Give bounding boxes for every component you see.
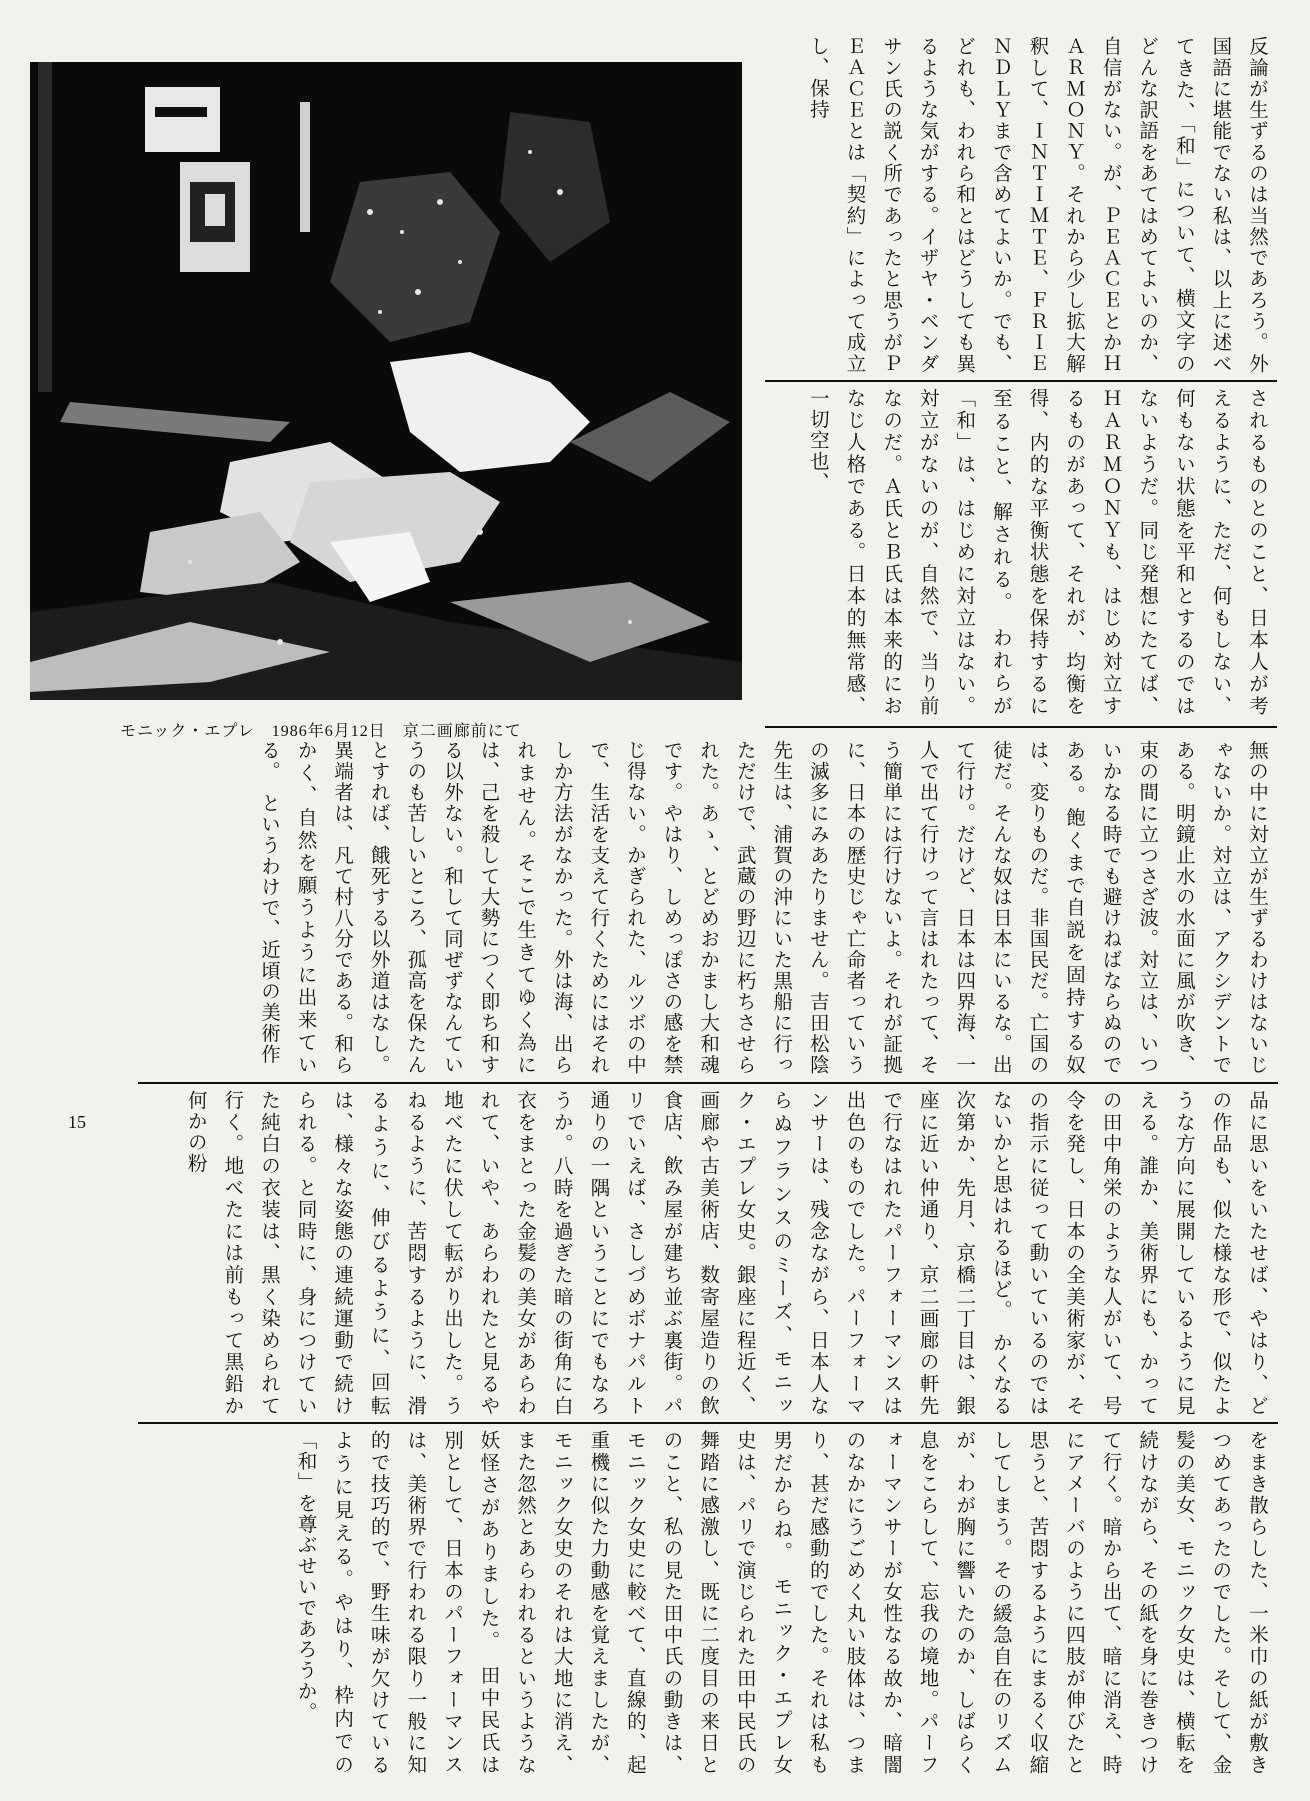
section-divider (138, 1422, 1278, 1424)
page-number: 15 (68, 1112, 86, 1132)
photo-caption: モニック・エプレ 1986年6月12日 京二画廊前にて (120, 723, 522, 740)
performance-photo (30, 62, 742, 700)
text-section-a2: されるものとのこと、日本人が考えるように、ただ、何もしない、何もない状態を平和とするのではないようだ。同じ発想にたてば、ＨＡＲＭＯＮＹも、はじめ対立するものがあって、それが、均衡を得、内的な平衡状態を保持するに至ること、解される。 われらが「和」は、はじめに対立はない。対立がないのが、自然で、当り前なのだ。Ａ氏とＢ氏は本来的におなじ人格である。日本的無常感、一切空也、 (806, 388, 1269, 716)
text-section-c: 品に思いをいたせば、やはり、どの作品も、似た様な形で、似たような方向に展開しているように見える。誰か、美術界にも、かっての田中角栄のような人がいて、号令を発し、日本の全美術家が、その指示に従って動いているのではないかと思はれるほど。 かくなる次第か、先月、京橋二丁目は、銀座に近い仲通り、京二画廊の軒先で行なはれたパーフォーマンスは出色のものでした。パーフォーマンサーは、残念ながら、日本人ならぬフランスのミーズ、モニック・エプレ女史。銀座に程近く、画廊や古美術店、数寄屋造りの飲食店、飲み屋が建ち並ぶ裏街。パリでいえば、さしづめボナパルト通りの一隅ということにでもなろうか。八時を過ぎた暗の街角に白衣をまとった金髪の美女があらわれて、いや、あらわれたと見るや地べたに伏して転がり出した。うねるように、苦悶するように、滑るように、伸びるように、回転は、様々な姿態の連続運動で続けられる。と同時に、身につけていた純白の衣装は、黒く染められて行く。地べたには前もって黒鉛か何かの粉 (184, 1090, 1269, 1416)
section-divider (138, 1082, 1278, 1084)
section-divider (765, 726, 1277, 728)
photo-image (30, 62, 742, 700)
text-section-a1: 反論が生ずるのは当然であろう。外国語に堪能でない私は、以上に述べてきた、「和」について、横文字のどんな訳語をあてはめてよいのか、自信がない。が、ＰＥＡＣＥとかＨＡＲＭＯＮＹ。それから少し拡大解釈して、ＩＮＴＩＭＴＥ、ＦＲＩＥＮＤＬＹまで含めてよいか。でも、どれも、われら和とはどうしても異るような気がする。イザヤ・ベンダサン氏の説く所であったと思うがＰＥＡＣＥとは「契約」によって成立し、保持 (806, 36, 1269, 374)
section-divider (765, 380, 1277, 382)
text-section-b: 無の中に対立が生ずるわけはないじゃないか。対立は、アクシデントである。明鏡止水の水面に風が吹き、束の間に立つさざ波。対立は、いついかなる時でも避けねばならぬのである。飽くまで自説を固持する奴は、変りものだ。非国民だ。亡国の徒だ。そんな奴は日本にいるな。出て行け。だけど、日本は四界海、一人で出て行けって言はれたって、そう簡単には行けないよ。それが証拠に、日本の歴史じゃ亡命者っていうの滅多にみあたりません。吉田松陰先生は、浦賀の沖にいた黒船に行っただけで、武蔵の野辺に朽ちさせられた。あゝ、とどめおかまし大和魂です。やはり、しめっぽさの感を禁じ得ない。かぎられた、ルツボの中で、生活を支えて行くためにはそれしか方法がなかった。外は海、出られません。そこで生きてゆく為には、己を殺して大勢につく即ち和する以外ない。和して同ぜずなんていうのも苦しいところ、孤高を保たんとすれば、餓死する以外道はなし。異端者は、凡て村八分である。和らかく、自然を願うように出来ている。 というわけで、近頃の美術作 (257, 740, 1269, 1075)
text-section-d: をまき散らした、一米巾の紙が敷きつめてあったのでした。そして、金髪の美女、モニック女史は、横転を続けながら、その紙を身に巻きつけて行く。暗から出て、暗に消え、時にアメーバのように四肢が伸びたと思うと、苦悶するようにまるく収縮してしまう。その緩急自在のリズムが、わが胸に響いたのか、しばらく息をこらして、忘我の境地。パーフォーマンサーが女性なる故か、暗闇のなかにうごめく丸い肢体は、つまり、甚だ感動的でした。それは私も男だからね。 モニック・エプレ女史は、パリで演じられた田中民氏の舞踏に感激し、既に二度目の来日とのこと、私の見た田中氏の動きは、モニック女史に較べて、直線的、起重機に似た力動感を覚えましたが、モニック女史のそれは大地に消え、また忽然とあらわれるというような妖怪さがありました。 田中民氏は別として、日本のパーフォーマンスは、美術界で行われる限り一般に知的で技巧的で、野生味が欠けているように見える。やはり、枠内での「和」を尊ぶせいであろうか。 (294, 1430, 1269, 1775)
